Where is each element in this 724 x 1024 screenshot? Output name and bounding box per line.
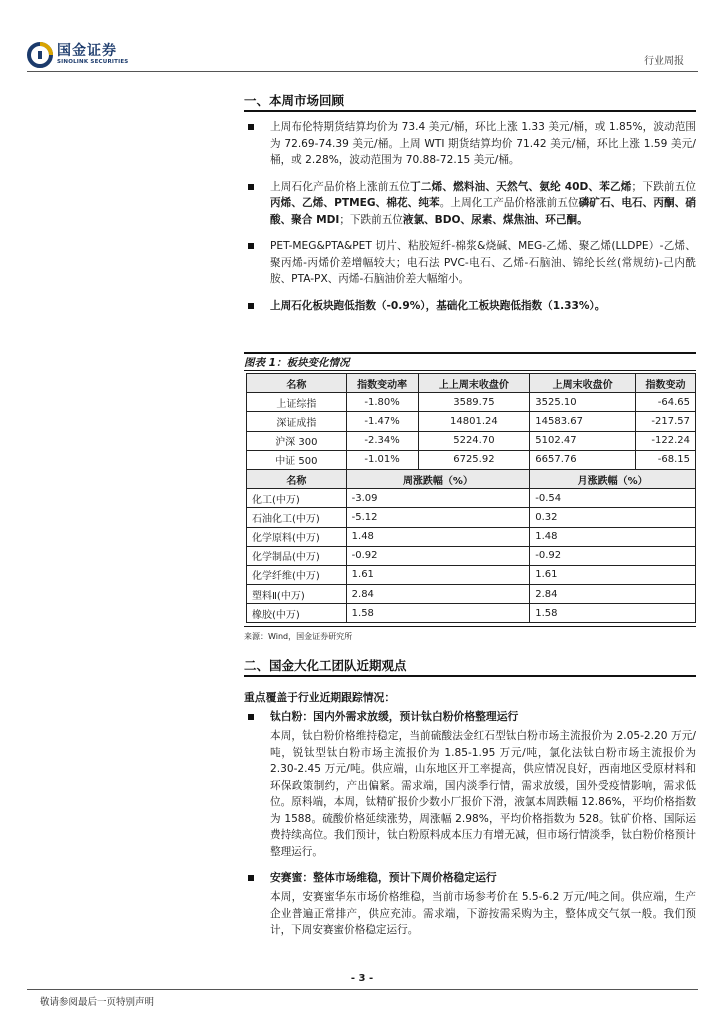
table-cell: 14583.67 bbox=[530, 412, 636, 431]
table-cell: 化学制品(中万) bbox=[247, 546, 347, 565]
market-review-bullet bbox=[244, 119, 696, 169]
table-cell: 塑料Ⅱ(中万) bbox=[247, 585, 347, 604]
section2-title: 二、国金大化工团队近期观点 bbox=[244, 658, 407, 673]
table-cell: 化学纤维(中万) bbox=[247, 565, 347, 584]
table-cell: 指数变动率 bbox=[346, 374, 418, 393]
bullet-text-segment: PET-MEG&PTA&PET 切片、粘胶短纤-棉浆&烧碱、MEG-乙烯、聚乙烯(LLDPE）-乙烯、聚丙烯-丙烯价差增幅较大；电石法 PVC-电石、乙烯-石脑油、锦纶长丝(常规纺)-己内酰胺、PTA-PX、丙烯-石脑油价差大幅缩小。 bbox=[270, 240, 696, 285]
focus-coverage-title: 重点覆盖于行业近期跟踪情况： bbox=[244, 691, 396, 704]
table-cell: 化工(中万) bbox=[247, 489, 347, 508]
footer-divider bbox=[27, 989, 698, 990]
acesulfame-body: 本周，安赛蜜华东市场价格维稳，当前市场参考价在 5.5-6.2 万元/吨之间。供应端，生产企业普遍正常排产，供应充沛。需求端，下游按需采购为主，整体成交气氛一般。我们预计，下周安赛蜜价格稳定运行。 bbox=[270, 891, 696, 936]
table-cell: 0.32 bbox=[530, 508, 696, 527]
sector-change-table bbox=[246, 373, 696, 623]
report-type: 行业周报 bbox=[644, 56, 684, 67]
bullet-text-segment: 。上周化工产品价格涨前五位 bbox=[439, 197, 579, 209]
acesulfame-heading: 安赛蜜：整体市场维稳，预计下周价格稳定运行 bbox=[244, 870, 696, 886]
table-header-row bbox=[247, 374, 696, 393]
bullet-text-segment: ；下跌前五位 bbox=[631, 180, 697, 193]
table-row bbox=[247, 546, 696, 565]
titanium-dioxide-body: 本周，钛白粉价格维持稳定，当前硫酸法金红石型钛白粉市场主流报价为 2.05-2.20 万元/吨，锐钛型钛白粉市场主流报价为 1.85-1.95 万元/吨，氯化法钛白粉市场主流报价为 2.30-2.45 万元/吨。供应端，山东地区开工率提高，供应情况良好，西南地区受原材料和环保政策制约，产出偏紧。需求端，国内淡季行情，需求放缓，国外受疫情影响，需求低位。原料端，本周，钛精矿报价少数小厂报价下滑，液氯本周跌幅 12.86%，平均价格指数为 1588。硫酸价格延续涨势，周涨幅 2.98%，平均价格指数为 528。钛矿价格、国际运费持续高位。我们预计，钛白粉原料成本压力有增无减，但市场行情淡季，钛白粉价格预计整理运行。 bbox=[270, 730, 696, 858]
table-cell: 深证成指 bbox=[247, 412, 347, 431]
table-cell: 2.84 bbox=[346, 585, 530, 604]
table-cell: -0.92 bbox=[346, 546, 530, 565]
table-cell: 化学原料(中万) bbox=[247, 527, 347, 546]
bullet-text-segment: 丁二烯、燃料油、天然气、氨纶 40D、苯乙烯 bbox=[410, 180, 632, 193]
table-cell: -1.47% bbox=[346, 412, 418, 431]
page-number: - 3 - bbox=[350, 973, 374, 984]
table-cell: 5102.47 bbox=[530, 431, 636, 450]
table-cell: -3.09 bbox=[346, 489, 530, 508]
table-cell: 名称 bbox=[247, 469, 347, 488]
table-cell: 6725.92 bbox=[418, 450, 530, 469]
table-row bbox=[247, 508, 696, 527]
table-row bbox=[247, 565, 696, 584]
table-cell: -217.57 bbox=[636, 412, 696, 431]
table-cell: 1.58 bbox=[346, 604, 530, 623]
table-cell: 1.61 bbox=[530, 565, 696, 584]
table-cell: 上上周末收盘价 bbox=[418, 374, 530, 393]
table-cell: 3525.10 bbox=[530, 393, 636, 412]
table-row bbox=[247, 431, 696, 450]
table-cell: -122.24 bbox=[636, 431, 696, 450]
table-cell: 中证 500 bbox=[247, 450, 347, 469]
table-cell: 上证综指 bbox=[247, 393, 347, 412]
table-row bbox=[247, 489, 696, 508]
titanium-dioxide-view bbox=[244, 709, 696, 860]
bullet-text-segment: 上周石化板块跑低指数（-0.9%），基础化工板块跑低指数（1.33%）。 bbox=[270, 299, 606, 312]
table-cell: -5.12 bbox=[346, 508, 530, 527]
table-cell: 1.58 bbox=[530, 604, 696, 623]
bullet-text-segment: 液氯、BDO、尿素、煤焦油、环己酮。 bbox=[402, 213, 588, 226]
table-cell: 周涨跌幅（%） bbox=[346, 469, 530, 488]
table-cell: -2.34% bbox=[346, 431, 418, 450]
sinolink-logo-icon bbox=[27, 42, 53, 68]
table-cell: 6657.76 bbox=[530, 450, 636, 469]
header-divider bbox=[27, 71, 698, 72]
table-cell: 月涨跌幅（%） bbox=[530, 469, 696, 488]
table-cell: -64.65 bbox=[636, 393, 696, 412]
table-cell: 1.61 bbox=[346, 565, 530, 584]
titanium-dioxide-heading: 钛白粉：国内外需求放缓，预计钛白粉价格整理运行 bbox=[244, 709, 696, 725]
market-review-bullets bbox=[244, 119, 696, 324]
table-cell: 2.84 bbox=[530, 585, 696, 604]
table-cell: -1.01% bbox=[346, 450, 418, 469]
logo-chinese-name: 国金证券 bbox=[57, 43, 117, 59]
table-cell: 石油化工(中万) bbox=[247, 508, 347, 527]
figure-bottom-rule bbox=[244, 626, 696, 627]
bullet-text-segment: 上周布伦特期货结算均价为 73.4 美元/桶，环比上涨 1.33 美元/桶，或 1.85%，波动范围为 72.69-74.39 美元/桶。上周 WTI 期货结算均价 71.42 美元/桶，环比上涨 1.59 美元/桶，或 2.28%，波动范围为 70.88-72.15 美元/桶。 bbox=[270, 121, 696, 166]
market-review-bullet bbox=[244, 179, 696, 229]
table-cell: -0.92 bbox=[530, 546, 696, 565]
market-review-bullet bbox=[244, 238, 696, 288]
table-cell: 1.48 bbox=[530, 527, 696, 546]
table-row bbox=[247, 527, 696, 546]
bullet-text-segment: 丙烯、乙烯、PTMEG、棉花、纯苯 bbox=[270, 197, 440, 209]
table-cell: 3589.75 bbox=[418, 393, 530, 412]
section1-title: 一、本周市场回顾 bbox=[244, 93, 345, 108]
table-row bbox=[247, 393, 696, 412]
company-logo bbox=[27, 40, 128, 70]
figure-title-rule bbox=[244, 370, 696, 371]
bullet-text-segment: 上周石化产品价格上涨前五位 bbox=[270, 180, 411, 193]
table-cell: 上周末收盘价 bbox=[530, 374, 636, 393]
table-header-row bbox=[247, 469, 696, 488]
table-cell: 5224.70 bbox=[418, 431, 530, 450]
table-cell: 橡胶(中万) bbox=[247, 604, 347, 623]
table-cell: -68.15 bbox=[636, 450, 696, 469]
table-row bbox=[247, 604, 696, 623]
logo-english-name: SINOLINK SECURITIES bbox=[57, 59, 129, 65]
table-cell: 1.48 bbox=[346, 527, 530, 546]
acesulfame-view bbox=[244, 870, 696, 939]
disclaimer-note: 敬请参阅最后一页特别声明 bbox=[40, 997, 155, 1008]
figure1-title: 图表 1：板块变化情况 bbox=[244, 357, 350, 369]
bullet-text-segment: ；下跌前五位 bbox=[339, 213, 403, 226]
figure-source: 来源：Wind，国金证券研究所 bbox=[244, 632, 353, 641]
table-cell: 沪深 300 bbox=[247, 431, 347, 450]
section1-underline bbox=[244, 110, 696, 112]
table-cell: 14801.24 bbox=[418, 412, 530, 431]
table-row bbox=[247, 412, 696, 431]
section2-underline bbox=[244, 675, 696, 677]
table-cell: 名称 bbox=[247, 374, 347, 393]
page-header bbox=[0, 0, 724, 80]
bullet-text-segment: 磷矿石、电石、丙酮、硝酸、聚合 MDI bbox=[270, 197, 697, 226]
table-cell: -0.54 bbox=[530, 489, 696, 508]
table-cell: 指数变动 bbox=[636, 374, 696, 393]
table-row bbox=[247, 450, 696, 469]
figure-top-rule bbox=[244, 352, 696, 354]
table-cell: -1.80% bbox=[346, 393, 418, 412]
table-row bbox=[247, 585, 696, 604]
market-review-bullet bbox=[244, 298, 696, 315]
